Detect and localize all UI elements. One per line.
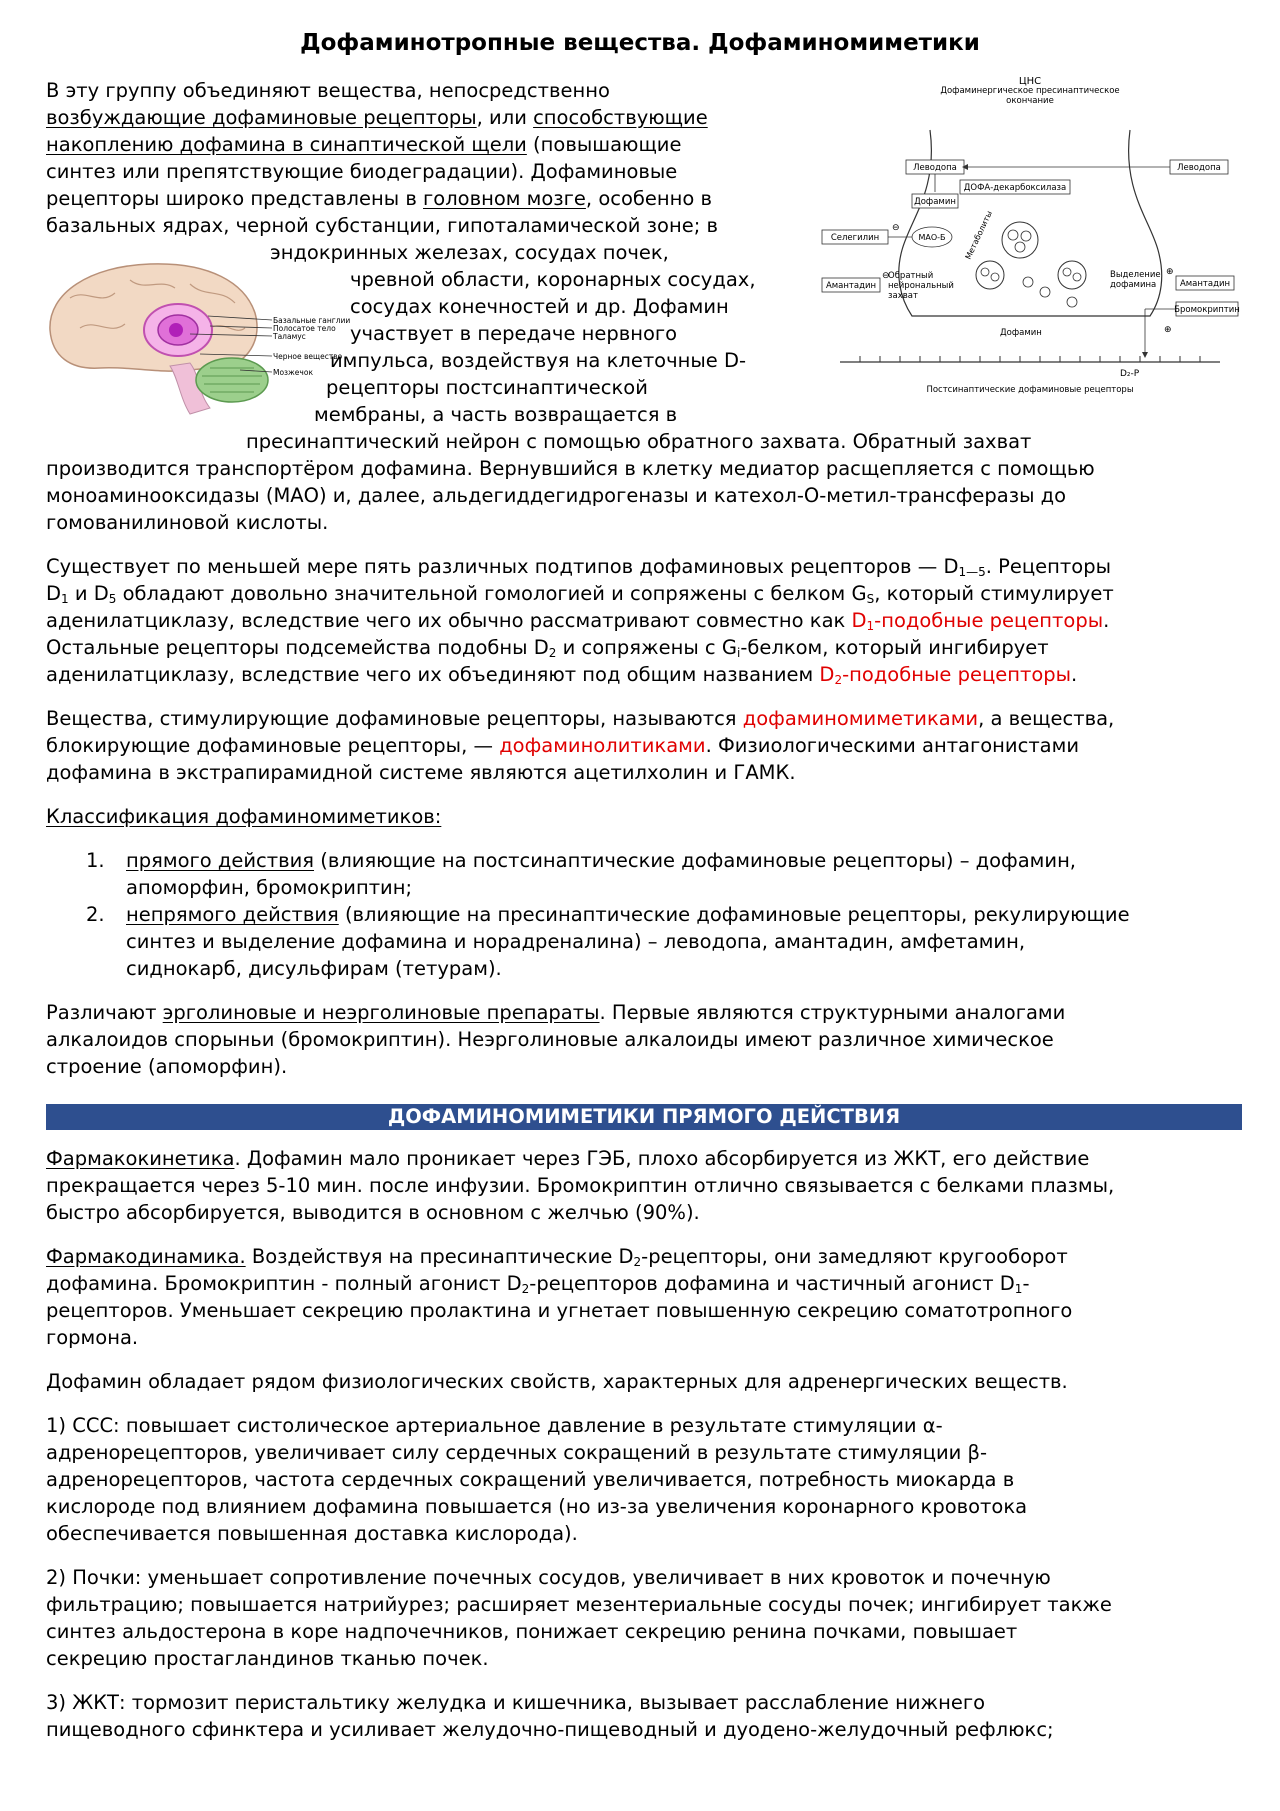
text-line: блокирующие дофаминовые рецепторы, — дофаминолитиками. Физиологическими антагонистами <box>46 734 1080 757</box>
classification-heading: Классификация дофаминомиметиков: <box>46 805 442 828</box>
text-line: фильтрацию; повышается натрийурез; расширяет мезентериальные сосуды почек; ингибирует также <box>46 1593 1112 1616</box>
intro-line: возбуждающие дофаминовые рецепторы, или способствующие <box>46 106 708 129</box>
text-line: синтез альдостерона в коре надпочечников, понижает секрецию ренина почками, повышает <box>46 1620 1018 1643</box>
intro-line: импульса, воздействуя на клеточные D- <box>330 349 747 372</box>
diagram-label-postsynaptic: Постсинаптические дофаминовые рецепторы <box>926 385 1134 395</box>
diagram-label-mao: МАО-Б <box>918 233 946 242</box>
intro-line: базальных ядрах, черной субстанции, гипоталамической зоне; в <box>46 214 718 237</box>
text-line: дофамина в экстрапирамидной системе являются ацетилхолин и ГАМК. <box>46 761 796 784</box>
intro-line: гомованилиновой кислоты. <box>46 511 329 534</box>
underlined-term: накоплению дофамина в синаптической щели <box>46 133 527 156</box>
text-line: Вещества, стимулирующие дофаминовые рецепторы, называются дофаминомиметиками, а вещества, <box>46 707 1115 730</box>
intro-line: рецепторы постсинаптической <box>326 376 648 399</box>
text-line: аденилатциклазу, вследствие чего их объединяют под общим названием $D_2$-подобные рецепторы. <box>46 663 1078 687</box>
text-line: 2) Почки: уменьшает сопротивление почечных сосудов, увеличивает в них кровоток и почечную <box>46 1566 1051 1589</box>
text-line: гормона. <box>46 1326 139 1349</box>
underlined-term: возбуждающие дофаминовые рецепторы <box>46 106 477 129</box>
diagram-label-decarboxylase: ДОФА-декарбоксилаза <box>963 183 1067 193</box>
diagram-label-levodopa: Леводопа <box>1177 163 1221 173</box>
text-line: аденилатциклазу, вследствие чего их обычно рассматривают совместно как $D_1$-подобные рецепторы. <box>46 609 1110 633</box>
intro-line: накоплению дофамина в синаптической щели (повышающие <box>46 133 682 156</box>
intro-line: эндокринных железах, сосудах почек, <box>270 241 669 264</box>
diagram-label-amantadine: Амантадин <box>825 281 877 291</box>
brain-illustration <box>40 258 351 420</box>
text-line: 3) ЖКТ: тормозит перистальтику желудка и кишечника, вызывает расслабление нижнего <box>46 1691 986 1714</box>
diagram-label-selegiline: Селегилин <box>830 233 880 243</box>
text-line: адренорецепторов, частота сердечных сокращений увеличивается, потребность миокарда в <box>46 1468 1015 1491</box>
intro-line: синтез или препятствующие биодеградации). Дофаминовые <box>46 160 678 183</box>
text-line: Различают эрголиновые и неэрголиновые препараты. Первые являются структурными аналогами <box>46 1001 1066 1024</box>
text-line: кислороде под влиянием дофамина повышается (но из-за увеличения коронарного кровотока <box>46 1495 1028 1518</box>
text-line: адренорецепторов, увеличивает силу сердечных сокращений в результате стимуляции β- <box>46 1441 988 1464</box>
diagram-label-dopamine: Дофамин <box>914 197 956 207</box>
highlight-term: дофаминолитиками <box>499 734 706 757</box>
diagram-label-levodopa: Леводопа <box>913 163 957 173</box>
diagram-label-dopamine: Дофамин <box>1000 328 1042 338</box>
diagram-sign-minus: ⊖ <box>892 223 900 233</box>
diagram-label-d2r: D₂-Р <box>1120 369 1140 379</box>
intro-line: участвует в передаче нервного <box>350 322 678 345</box>
text-line: рецепторов. Уменьшает секрецию пролактина и угнетает повышенную секрецию соматотропного <box>46 1299 1073 1322</box>
diagram-label-amantadine: Амантадин <box>1179 279 1231 289</box>
text-line: Фармакодинамика. Воздействуя на пресинаптические $D_2$-рецепторы, они замедляют кругооборот <box>46 1245 1068 1269</box>
text-line: 1) ССС: повышает систолическое артериальное давление в результате стимуляции α- <box>46 1414 943 1437</box>
section-banner: ДОФАМИНОМИМЕТИКИ ПРЯМОГО ДЕЙСТВИЯ <box>46 1104 1242 1130</box>
highlight-term: дофаминомиметиками <box>742 707 979 730</box>
diagram-label-cns: ЦНС <box>1018 76 1042 87</box>
text-line: $D_1$ и $D_5$ обладают довольно значительной гомологией и сопряжены с белком $G_S$, который стимулирует <box>46 582 1114 606</box>
text-line: секрецию простагландинов тканью почек. <box>46 1647 489 1670</box>
synapse-diagram <box>820 70 1240 400</box>
intro-line: моноаминооксидазы (МАО) и, далее, альдегиддегидрогеназы и катехол-О-метил-трансферазы до <box>46 484 1067 507</box>
text-line: пищеводного сфинктера и усиливает желудочно-пищеводный и дуодено-желудочный рефлюкс; <box>46 1718 1054 1741</box>
brain-label: Таламус <box>273 332 306 341</box>
underlined-term: способствующие <box>533 106 708 129</box>
highlight-term: $D_1$-подобные рецепторы <box>851 609 1104 633</box>
highlight-term: $D_2$-подобные рецепторы <box>819 663 1072 687</box>
diagram-label-reuptake: Обратный нейрональный захват <box>888 271 954 301</box>
text-line: быстро абсорбируется, выводится в основном с желчью (90%). <box>46 1201 700 1224</box>
document-page: Дофаминотропные вещества. Дофаминомиметики В эту группу объединяют вещества, непосредственно возбуждающие дофаминовые рецепторы, или способствующие накоплению дофамина в синаптической щели (повышающие синтез или препятствующие биодеградации). Дофаминовые рецепторы широко представлены в головном мозге, особенно в базальных ядрах, черной субстанции, гипоталамической зоне; в эндокринных железах, сосудах почек, чревной области, коронарных сосудах, сосудах конечностей и др. Дофамин участвует в передаче нервного импульса, воздействуя на клеточные D- рецепторы постсинаптической мембраны, а часть возвращается в пресинаптический нейрон с помощью обратного захвата. Обратный захват производится транспортёром дофамина. Вернувшийся в клетку медиатор расщепляется с помощью моноаминооксидазы (МАО) и, далее, альдегиддегидрогеназы и катехол-О-метил-трансферазы до гомованилиновой кислоты. Базальные ганглии Полосатое тело Таламус Черное вещество Мозжечок ЦНС Дофаминергическое пресинаптическое окончание Леводопа Леводопа ДОФА-декарбоксилаза Дофамин Селегилин ⊖ МАО-Б Метаболиты Амантадин ⊖ Обратный нейрональный захват Выделение дофамина ⊕ Амантадин Бромокриптин ⊕ Дофамин D₂-Р Постсинаптические дофаминовые рецепторы Существует по меньшей мере пять различных подтипов дофаминовых рецепторов — $D_{1—5}$. Рецепторы $D_1$ и $D_5$ обладают довольно значительной гомологией и сопряжены с белком $G_S$, который стимулирует аденилатциклазу, вследствие чего их обычно рассматривают совместно как $D_1$-подобные рецепторы. Остальные рецепторы подсемейства подобны $D_2$ и сопряжены с $G_i$-белком, который ингибирует аденилатциклазу, вследствие чего их объединяют под общим названием $D_2$-подобные рецепторы. Вещества, стимулирующие дофаминовые рецепторы, называются дофаминомиметиками, а вещества, блокирующие дофаминовые рецепторы, — дофаминолитиками. Физиологическими антагонистами дофамина в экстрапирамидной системе являются ацетилхолин и ГАМК. Классификация дофаминомиметиков: 1. прямого действия (влияющие на постсинаптические дофаминовые рецепторы) – дофамин, апоморфин, бромокриптин; 2. непрямого действия (влияющие на пресинаптические дофаминовые рецепторы, рекулирующие синтез и выделение дофамина и норадреналина) – леводопа, амантадин, амфетамин, сиднокарб, дисульфирам (тетурам). Различают эрголиновые и неэрголиновые препараты. Первые являются структурными аналогами алкалоидов спорыньи (бромокриптин). Неэрголиновые алкалоиды имеют различное химическое строение (апоморфин). ДОФАМИНОМИМЕТИКИ ПРЯМОГО ДЕЙСТВИЯ Фармакокинетика. Дофамин мало проникает через ГЭБ, плохо абсорбируется из ЖКТ, его действие прекращается через 5-10 мин. после инфузии. Бромокриптин отлично связывается с белками плазмы, быстро абсорбируется, выводится в основном с желчью (90%). Фармакодинамика. Воздействуя на пресинаптические $D_2$-рецепторы, они замедляют кругооборот дофамина. Бромокриптин - полный агонист $D_2$-рецепторов дофамина и частичный агонист $D_1-$ рецепторов. Уменьшает секрецию пролактина и угнетает повышенную секрецию соматотропного гормона. Дофамин обладает рядом физиологических свойств, характерных для адренергических веществ. 1) ССС: повышает систолическое артериальное давление в результате стимуляции α- адренорецепторов, увеличивает силу сердечных сокращений в результате стимуляции β- адренорецепторов, частота сердечных сокращений увеличивается, потребность миокарда в кислороде под влиянием дофамина повышается (но из-за увеличения коронарного кровотока обеспечивается повышенная доставка кислорода). 2) Почки: уменьшает сопротивление почечных сосудов, увеличивает в них кровоток и почечную фильтрацию; повышается натрийурез; расширяет мезентериальные сосуды почек; ингибирует также синтез альдостерона в коре надпочечников, понижает секрецию ренина почками, повышает секрецию простагландинов тканью почек. 3) ЖКТ: тормозит перистальтику желудка и кишечника, вызывает расслабление нижнего пищеводного сфинктера и усиливает желудочно-пищеводный и дуодено-желудочный рефлюкс; <box>0 0 1280 1811</box>
diagram-label-metabolites: Метаболиты <box>963 209 995 261</box>
intro-line: пресинаптический нейрон с помощью обратного захвата. Обратный захват <box>246 430 1032 453</box>
diagram-sign-minus: ⊖ <box>882 271 890 281</box>
intro-line: сосудах конечностей и др. Дофамин <box>350 295 729 318</box>
underlined-term: головном мозге <box>423 187 586 210</box>
intro-line: рецепторы широко представлены в головном мозге, особенно в <box>46 187 713 210</box>
diagram-label-release: Выделение дофамина <box>1110 270 1161 290</box>
diagram-label-bromocriptine: Бромокриптин <box>1174 305 1240 315</box>
brain-label: Черное вещество <box>273 352 343 361</box>
diagram-sign-plus: ⊕ <box>1166 267 1174 277</box>
text-line: Фармакокинетика. Дофамин мало проникает через ГЭБ, плохо абсорбируется из ЖКТ, его действие <box>46 1147 1090 1170</box>
diagram-label-ending: Дофаминергическое пресинаптическое окончание <box>940 86 1120 106</box>
brain-label: Полосатое тело <box>273 324 336 333</box>
intro-line: чревной области, коронарных сосудах, <box>350 268 756 291</box>
intro-line: производится транспортёром дофамина. Вернувшийся в клетку медиатор расщепляется с помощью <box>46 457 1095 480</box>
intro-line: В эту группу объединяют вещества, непосредственно <box>46 79 610 102</box>
text-line: алкалоидов спорыньи (бромокриптин). Неэрголиновые алкалоиды имеют различное химическое <box>46 1028 1054 1051</box>
brain-label: Мозжечок <box>273 368 313 377</box>
text-line: строение (апоморфин). <box>46 1055 288 1078</box>
text-line: дофамина. Бромокриптин - полный агонист $D_2$-рецепторов дофамина и частичный агонист $D_1-$ <box>46 1272 1030 1296</box>
text-line: обеспечивается повышенная доставка кислорода). <box>46 1522 578 1545</box>
diagram-sign-plus: ⊕ <box>1164 325 1172 335</box>
text-line: Существует по меньшей мере пять различных подтипов дофаминовых рецепторов — $D_{1—5}$. Рецепторы <box>46 555 1111 579</box>
page-title: Дофаминотропные вещества. Дофаминомиметики <box>300 30 980 56</box>
intro-line: мембраны, а часть возвращается в <box>314 403 678 426</box>
physio-paragraph: Дофамин обладает рядом физиологических свойств, характерных для адренергических веществ. <box>46 1370 1068 1393</box>
text-line: Остальные рецепторы подсемейства подобны $D_2$ и сопряжены с $G_i$-белком, который ингибирует <box>46 636 1049 660</box>
text-line: прекращается через 5-10 мин. после инфузии. Бромокриптин отлично связывается с белками плазмы, <box>46 1174 1115 1197</box>
brain-label: Базальные ганглии <box>273 316 351 325</box>
